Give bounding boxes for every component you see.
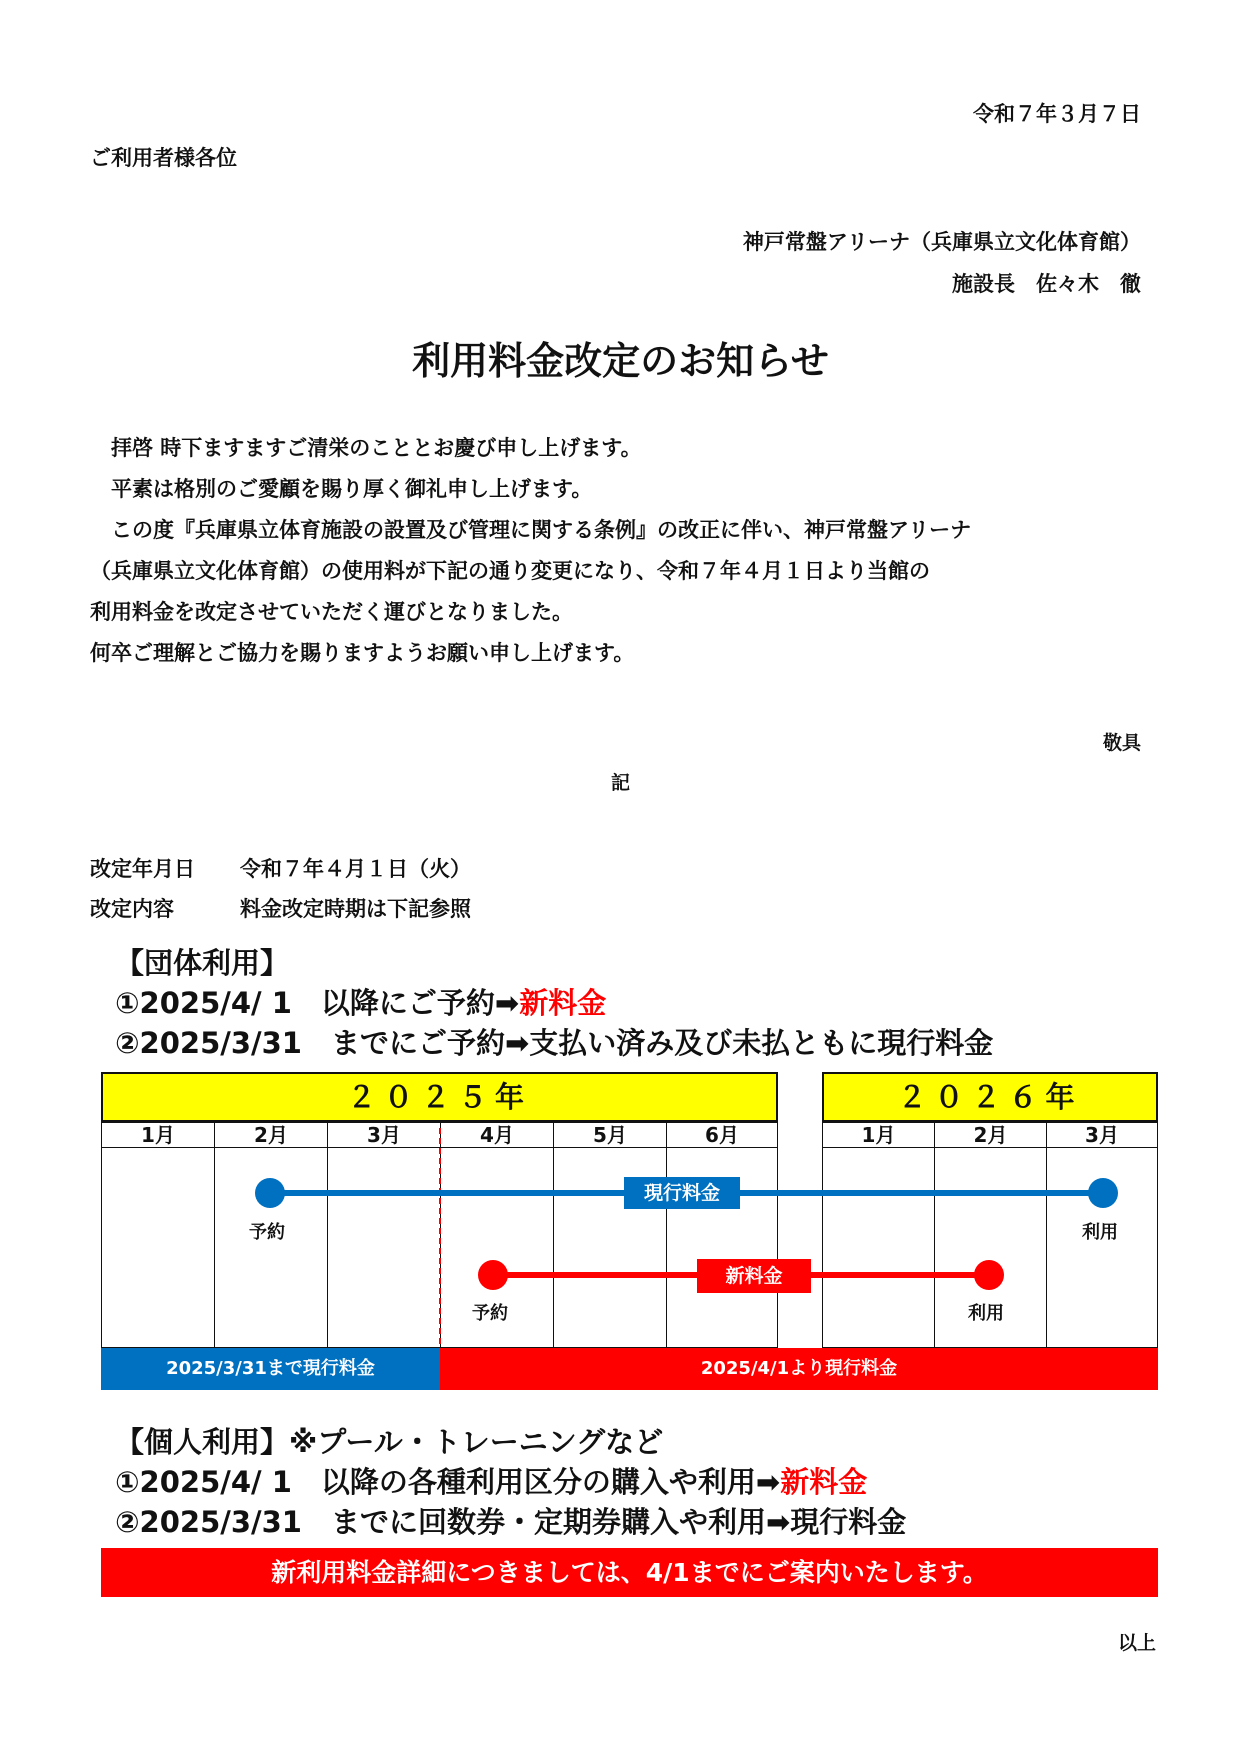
ki-marker: 記 xyxy=(610,772,630,794)
notice-banner: 新利用料金詳細につきましては、4/1までにご案内いたします。 xyxy=(101,1548,1158,1597)
new-rate-label: 新料金 xyxy=(697,1259,811,1293)
body-line: この度『兵庫県立体育施設の設置及び管理に関する条例』の改正に伴い、神戸常盤アリーナ xyxy=(90,518,972,542)
document-date: 令和７年３月７日 xyxy=(973,102,1141,126)
group-usage-section xyxy=(115,943,993,1063)
group-rule-1 xyxy=(115,983,993,1023)
revision-date-value: 令和７年４月１日（火） xyxy=(240,857,471,881)
month-cell: 1月 xyxy=(822,1122,935,1148)
group-rule-2: ②2025/3/31 までにご予約➡支払い済み及び未払ともに現行料金 xyxy=(115,1026,994,1060)
group-rule-1-highlight: 新料金 xyxy=(519,986,607,1020)
body-text xyxy=(90,428,1150,674)
current-use-label: 利用 xyxy=(1082,1222,1118,1243)
new-use-label: 利用 xyxy=(968,1303,1004,1324)
current-reserve-dot xyxy=(255,1178,285,1208)
month-cell: 6月 xyxy=(666,1122,778,1148)
current-use-dot xyxy=(1088,1178,1118,1208)
individual-rule-1 xyxy=(115,1462,906,1502)
revision-content-row xyxy=(90,893,471,923)
new-rate-period-bar: 2025/4/1より現行料金 xyxy=(440,1348,1158,1390)
month-cell: 4月 xyxy=(440,1122,554,1148)
month-cell: 5月 xyxy=(553,1122,667,1148)
individual-usage-section xyxy=(115,1422,906,1542)
sender-organization: 神戸常盤アリーナ（兵庫県立文化体育館） xyxy=(742,230,1141,254)
revision-date-row xyxy=(90,853,471,883)
body-line: （兵庫県立文化体育館）の使用料が下記の通り変更になり、令和７年４月１日より当館の xyxy=(90,559,930,583)
revision-content-key: 改定内容 xyxy=(90,897,174,921)
individual-rule-2: ②2025/3/31 までに回数券・定期券購入や利用➡現行料金 xyxy=(115,1505,907,1539)
fee-timeline xyxy=(101,1072,1158,1398)
closing-text: 敬具 xyxy=(1102,732,1141,754)
new-reserve-label: 予約 xyxy=(472,1303,508,1324)
revision-content-value: 料金改定時期は下記参照 xyxy=(240,897,471,921)
month-cell: 2月 xyxy=(214,1122,328,1148)
new-use-dot xyxy=(974,1260,1004,1290)
individual-rule-1-text: ①2025/4/ 1 以降の各種利用区分の購入や利用➡ xyxy=(115,1465,781,1499)
current-rate-period-bar: 2025/3/31まで現行料金 xyxy=(101,1348,440,1390)
month-cell: 3月 xyxy=(327,1122,441,1148)
year-2025-header: ２０２５年 xyxy=(101,1072,778,1122)
group-rule-1-text: ①2025/4/ 1 以降にご予約➡ xyxy=(115,986,520,1020)
current-rate-label: 現行料金 xyxy=(624,1177,740,1209)
individual-rule-1-highlight: 新料金 xyxy=(780,1465,868,1499)
current-reserve-label: 予約 xyxy=(249,1222,285,1243)
body-line: 何卒ご理解とご協力を賜りますようお願い申し上げます。 xyxy=(90,641,635,665)
body-line: 平素は格別のご愛顧を賜り厚く御礼申し上げます。 xyxy=(90,477,593,501)
month-cell: 3月 xyxy=(1046,1122,1158,1148)
group-heading: 【団体利用】 xyxy=(115,946,290,980)
month-cell: 2月 xyxy=(934,1122,1047,1148)
page-title: 利用料金改定のお知らせ xyxy=(412,339,829,383)
new-reserve-dot xyxy=(478,1260,508,1290)
individual-heading: 【個人利用】※プール・トレーニングなど xyxy=(115,1425,664,1459)
body-line: 利用料金を改定させていただく運びとなりました。 xyxy=(90,600,573,624)
addressee: ご利用者様各位 xyxy=(90,146,237,170)
month-cell: 1月 xyxy=(101,1122,215,1148)
year-2026-header: ２０２６年 xyxy=(822,1072,1158,1122)
revision-date-key: 改定年月日 xyxy=(90,857,195,881)
sender-name: 施設長 佐々木 徹 xyxy=(952,272,1141,296)
end-marker: 以上 xyxy=(1117,1632,1156,1654)
body-line: 拝啓 時下ますますご清栄のこととお慶び申し上げます。 xyxy=(90,436,642,460)
